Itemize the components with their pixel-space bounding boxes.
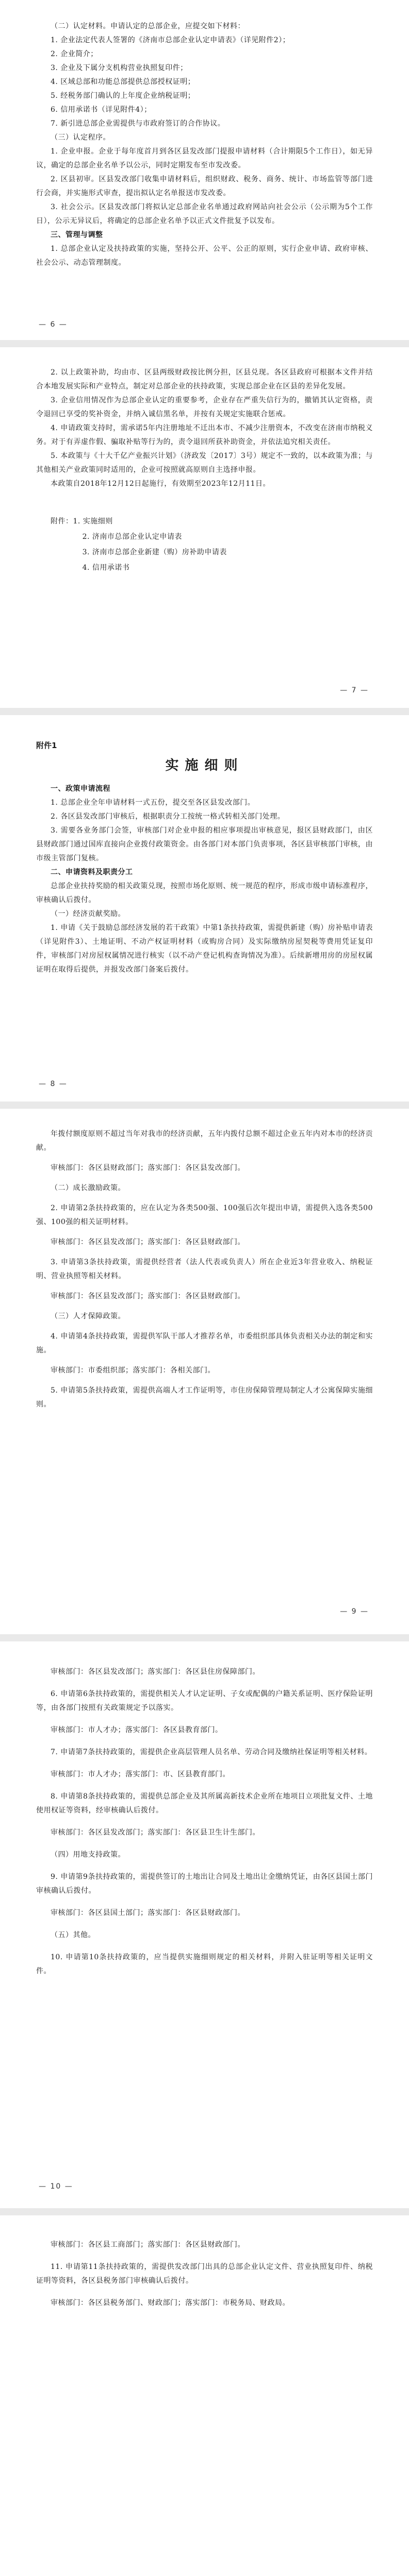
paragraph: 3. 企业信用情况作为总部企业认定的重要参考，企业存在严重失信行为的，撤销其认定资格，责令退回已享受的奖补资金，并纳入诚信黑名单，并按有关规定实施联合惩戒。 bbox=[36, 396, 373, 418]
paragraph: 1. 总部企业认定及扶持政策的实施，坚持公开、公平、公正的原则，实行企业申请、政府审核、社会公示、动态管理制度。 bbox=[36, 245, 373, 267]
paragraph: 2. 以上政策补助，均由市、区县两级财政按比例分担，区县兑现。各区县政府可根据本文件并结合本地发展实际和产业特点，制定对总部企业的扶持政策，实现总部企业在区县的差异化发展。 bbox=[36, 368, 373, 391]
page-separator bbox=[0, 340, 409, 347]
page-separator bbox=[0, 708, 409, 715]
paragraph: 总部企业扶持奖励的相关政策兑现，按照市场化原则、统一规范的程序，形成市级申请标准程序，审核确认后拨付。 bbox=[36, 882, 373, 904]
paragraph: 2. 申请第2条扶持政策的，应在认定为各类500强、100强后次年提出申请，需提供入选各类500强、100强的相关证明材料。 bbox=[36, 1204, 373, 1226]
page-11-body bbox=[36, 2238, 373, 2310]
section-heading: 一、政策申请流程 bbox=[51, 785, 110, 793]
paragraph: 11. 申请第11条扶持政策的，需提供发改部门出具的总部企业认定文件、营业执照复印件、纳税证明等资料，各区县税务部门审核确认后拨付。 bbox=[36, 2263, 373, 2285]
paragraph: 3. 需要各业务部门会签，审核部门对企业申报的相应事项提出审核意见，报区县财政部门，由区县财政部门通过国库直接向企业拨付政策资金。由各部门对本部门负责事项，各区县审核部门审核，由市级主管部门复核。 bbox=[36, 826, 373, 862]
paragraph: 5. 本政策与《十大千亿产业振兴计划》（济政发〔2017〕3号）规定不一致的，以本政策为准；与其他相关产业政策同时适用的，企业可按照就高原则自主选择申报。 bbox=[36, 452, 373, 474]
paragraph: 6. 信用承诺书（详见附件4）； bbox=[51, 106, 152, 114]
document-page-10 bbox=[0, 1641, 409, 2208]
paragraph: 审核部门：各区县工商部门；落实部门：各区县财政部门。 bbox=[51, 2241, 245, 2249]
attachment-item: 4. 信用承诺书 bbox=[82, 564, 130, 572]
page-7-body bbox=[36, 366, 373, 575]
paragraph: 5. 经税务部门确认的上年度企业纳税证明； bbox=[51, 92, 195, 100]
paragraph: 审核部门：市人才办；落实部门：各区县教育部门。 bbox=[51, 1726, 223, 1734]
attachment-item: 2. 济南市总部企业认定申请表 bbox=[82, 533, 182, 541]
page-10-body bbox=[36, 1665, 373, 1978]
paragraph: 7. 申请第7条扶持政策的，需提供企业高层管理人员名单、劳动合同及缴纳社保证明等相关材料。 bbox=[51, 1748, 372, 1756]
page-9-body bbox=[36, 1127, 373, 1412]
paragraph: 审核部门：各区县发改部门；落实部门：各区县财政部门。 bbox=[51, 1238, 245, 1246]
paragraph: 1. 申请《关于鼓励总部经济发展的若干政策》中第1条扶持政策，需提供新建（购）房补贴申请表（详见附件3）、土地证明、不动产权证明材料（或购房合同）及实际缴纳房屋契税等费用凭证复印件，审核部门对房屋权属情况进行核实（以不动产登记机构查询情况为准）。后续新增用房的房屋权属证明在取得后提供，并报发改部门备案后拨付。 bbox=[36, 924, 373, 974]
document-title: 实施细则 bbox=[165, 758, 244, 773]
paragraph: 2. 区县初审。区县发改部门收集申请材料后，组织财政、税务、商务、统计、市场监管等部门进行会商，并实施形式审查，提出拟认定名单报送市发改委。 bbox=[36, 175, 373, 197]
paragraph: 2. 各区县发改部门审核后，根据职责分工按统一格式转相关部门处理。 bbox=[51, 812, 285, 821]
annex-label: 附件1 bbox=[36, 741, 57, 750]
paragraph: 审核部门：市人才办；落实部门：市、区县教育部门。 bbox=[51, 1770, 230, 1778]
page-separator bbox=[0, 2208, 409, 2215]
page-number: — 10 — bbox=[39, 2182, 73, 2191]
paragraph: （三）人才保障政策。 bbox=[51, 1312, 125, 1320]
paragraph: 年拨付额度原则不超过当年对我市的经济贡献，五年内拨付总额不超过企业五年内对本市的经济贡献。 bbox=[36, 1130, 373, 1152]
section-heading: 三、管理与调整 bbox=[51, 231, 103, 239]
paragraph: 1. 总部企业全年申请材料一式五份，提交至各区县发改部门。 bbox=[51, 799, 255, 807]
paragraph: 1. 企业法定代表人签署的《济南市总部企业认定申请表》（详见附件2）； bbox=[51, 36, 290, 44]
paragraph: 7. 新引进总部企业需提供与市政府签订的合作协议。 bbox=[51, 120, 225, 128]
page-8-body bbox=[36, 740, 373, 977]
paragraph: 10. 申请第10条扶持政策的，应当提供实施细则规定的相关材料，并附入驻证明等相关证明文件。 bbox=[36, 1953, 373, 1975]
paragraph: 本政策自2018年12月12日起施行，有效期至2023年12月11日。 bbox=[51, 480, 271, 488]
paragraph: （三）认定程序。 bbox=[51, 133, 110, 142]
paragraph: 3. 社会公示。区县发改部门将拟认定总部企业名单通过政府网站向社会公示（公示期为5个工作日），公示无异议后，将确定的总部企业名单予以正式文件批复予以发布。 bbox=[36, 203, 373, 225]
document-page-6 bbox=[0, 0, 409, 340]
paragraph: 5. 申请第5条扶持政策，需提供高端人才工作证明等，市住房保障管理局制定人才公寓保障实施细则。 bbox=[36, 1386, 373, 1409]
document-page-8 bbox=[0, 715, 409, 1101]
page-number: — 9 — bbox=[340, 1607, 369, 1616]
paragraph: 9. 申请第9条扶持政策的，需提供签订的土地出让合同及土地出让金缴纳凭证，由各区县国土部门审核确认后拨付。 bbox=[36, 1873, 373, 1895]
document-page-7 bbox=[0, 347, 409, 708]
page-number: — 8 — bbox=[39, 1080, 68, 1088]
paragraph: 3. 申请第3条扶持政策，需提供经营者（法人代表或负责人）所在企业近3年营业收入、纳税证明、营业执照等相关材料。 bbox=[36, 1258, 373, 1280]
paragraph: 审核部门：各区县财政部门；落实部门：各区县发改部门。 bbox=[51, 1164, 245, 1172]
page-separator bbox=[0, 1101, 409, 1109]
paragraph: （五）其他。 bbox=[51, 1931, 95, 1939]
paragraph: （二）认定材料。申请认定的总部企业，应提交如下材料： bbox=[51, 22, 245, 30]
document-page-9 bbox=[0, 1109, 409, 1634]
paragraph: 审核部门：各区县发改部门；落实部门：各区县住房保障部门。 bbox=[51, 1668, 260, 1676]
paragraph: 审核部门：市委组织部；落实部门：各相关部门。 bbox=[51, 1366, 215, 1375]
paragraph: （二）成长激励政策。 bbox=[51, 1184, 125, 1192]
paragraph: 审核部门：各区县税务部门、财政部门；落实部门：市税务局、财政局。 bbox=[51, 2299, 290, 2307]
paragraph: 3. 企业及下属分支机构营业执照复印件； bbox=[51, 64, 188, 72]
paragraph: 8. 申请第8条扶持政策的，需提供总部企业及其所属高新技术企业所在地项目立项批复文件、土地使用权证等资料，经审核确认后拨付。 bbox=[36, 1792, 373, 1815]
paragraph: 审核部门：各区县发改部门；落实部门：各区县财政部门。 bbox=[51, 1292, 245, 1300]
attachments-list bbox=[36, 514, 373, 575]
page-number: — 6 — bbox=[39, 320, 68, 329]
paragraph: 4. 区域总部和功能总部提供总部授权证明； bbox=[51, 78, 195, 86]
paragraph: 1. 企业申报。企业于每年度首月到各区县发改部门提报申请材料（合计期限5个工作日），如无异议，确定的总部企业名单予以公示，同时定期发布至市发改委。 bbox=[36, 147, 373, 170]
attachment-item: 附件：1. 实施细则 bbox=[51, 517, 113, 526]
page-separator bbox=[0, 1634, 409, 1641]
page-number: — 7 — bbox=[340, 686, 369, 694]
paragraph: 审核部门：各区县国土部门；落实部门：各区县财政部门。 bbox=[51, 1909, 245, 1917]
page-6-body bbox=[36, 20, 373, 270]
attachment-item: 3. 济南市总部企业新建（购）房补助申请表 bbox=[82, 548, 227, 556]
section-heading: 二、申请资料及职责分工 bbox=[51, 868, 133, 876]
paragraph: （一）经济贡献奖励。 bbox=[51, 910, 125, 918]
paragraph: 4. 申请政策支持时，需承诺5年内注册地址不迁出本市、不减少注册资本，不改变在济南市纳税义务。对于有弄虚作假、骗取补贴等行为的，责令退回所获补助资金，并依法追究相关责任。 bbox=[36, 424, 373, 446]
paragraph: 4. 申请第4条扶持政策，需提供军队干部人才推荐名单，市委组织部具体负责相关办法的制定和实施。 bbox=[36, 1332, 373, 1354]
paragraph: 审核部门：各区县发改部门；落实部门：各区县卫生计生部门。 bbox=[51, 1828, 260, 1837]
document-page-11 bbox=[0, 2215, 409, 2576]
paragraph: （四）用地支持政策。 bbox=[51, 1851, 125, 1859]
paragraph: 2. 企业简介； bbox=[51, 50, 98, 58]
paragraph: 6. 申请第6条扶持政策的，需提供相关人才认定证明、子女或配偶的户籍关系证明、医疗保险证明等，由各部门按照有关政策规定予以落实。 bbox=[36, 1690, 373, 1712]
